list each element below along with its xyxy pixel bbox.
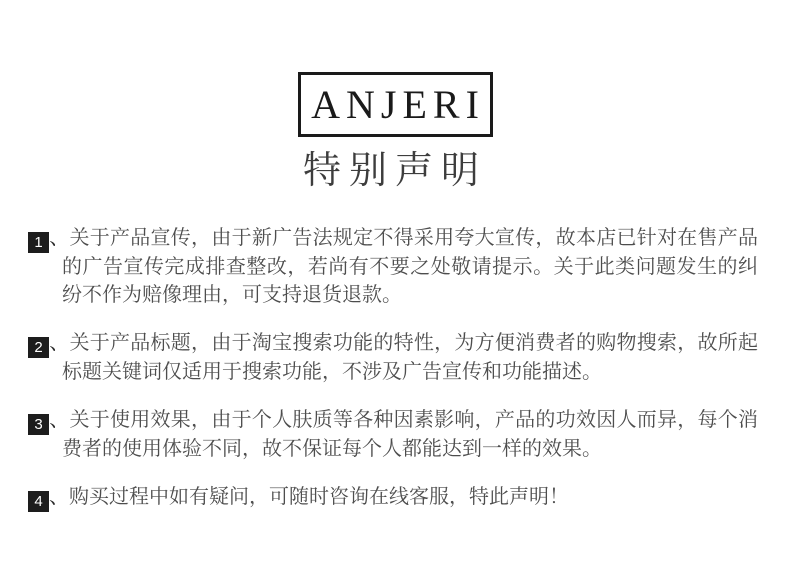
notice-item-4: [28, 483, 758, 512]
notice-item-3: [28, 406, 758, 463]
notice-number-badge: 2: [28, 337, 49, 358]
notice-separator: 、: [49, 227, 70, 249]
notice-number-badge: 1: [28, 232, 49, 253]
notice-number-badge: 3: [28, 414, 49, 435]
notice-text: 关于产品标题，由于淘宝搜索功能的特性，为方便消费者的购物搜索，故所起标题关键词仅适用于搜索功能，不涉及广告宣传和功能描述。: [62, 332, 759, 383]
notice-list: [28, 224, 758, 512]
notice-text: 关于产品宣传，由于新广告法规定不得采用夸大宣传，故本店已针对在售产品的广告宣传完成排查整改，若尚有不要之处敬请提示。关于此类问题发生的纠纷不作为赔像理由，可支持退货退款。: [62, 227, 759, 306]
notice-item-2: [28, 329, 758, 386]
brand-logo: [298, 72, 493, 137]
notice-separator: 、: [49, 332, 70, 354]
notice-text: 关于使用效果，由于个人肤质等各种因素影响，产品的功效因人而异，每个消费者的使用体验不同，故不保证每个人都能达到一样的效果。: [62, 409, 759, 460]
page-title: 特别声明: [302, 150, 487, 192]
brand-logo-text: ANJERI: [311, 81, 485, 127]
notice-text: 购买过程中如有疑问，可随时咨询在线客服，特此声明！: [69, 486, 569, 508]
notice-separator: 、: [49, 409, 70, 431]
notice-item-1: [28, 224, 758, 309]
notice-separator: 、: [49, 486, 69, 508]
notice-number-badge: 4: [28, 491, 49, 512]
